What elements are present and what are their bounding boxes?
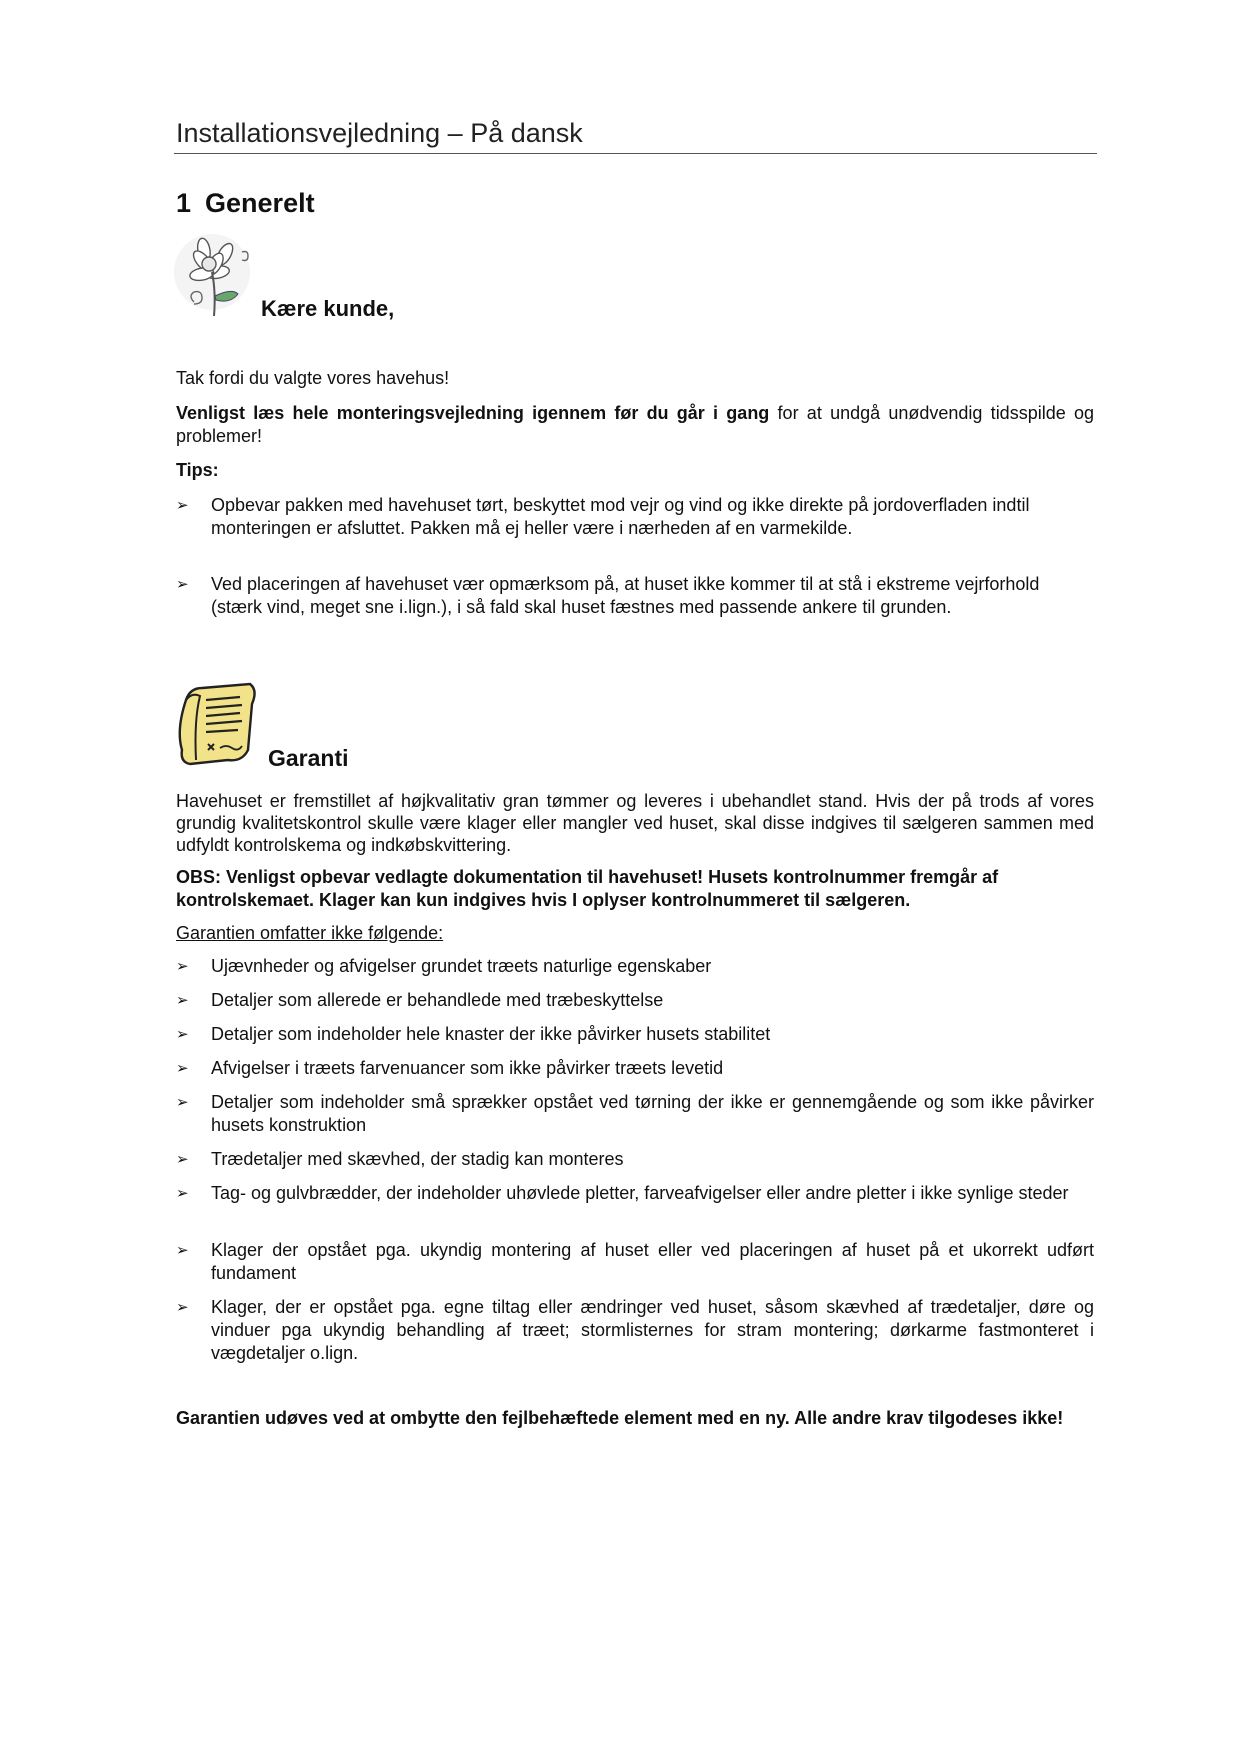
exclusions-heading: Garantien omfatter ikke følgende: (176, 923, 444, 943)
arrow-bullet-icon: ➢ (176, 575, 189, 593)
exclusion-list-item (176, 955, 1094, 978)
arrow-bullet-icon: ➢ (176, 957, 189, 975)
exclusion-list-item (176, 1057, 1094, 1080)
page-header-title: Installationsvejledning – På dansk (176, 118, 583, 148)
section-heading (176, 188, 315, 219)
exclusion-text: Detaljer som indeholder små sprækker opstået ved tørning der ikke er gennemgående og som ikke påvirker husets konstruktion (211, 1092, 1094, 1135)
arrow-bullet-icon: ➢ (176, 1150, 189, 1168)
guarantee-closing: Garantien udøves ved at ombytte den fejlbehæftede element med en ny. Alle andre krav tilgodeses ikke! (176, 1408, 1064, 1428)
daisy-flower-icon (172, 232, 258, 318)
arrow-bullet-icon: ➢ (176, 1093, 189, 1111)
exclusion-list-item (176, 989, 1094, 1012)
arrow-bullet-icon: ➢ (176, 496, 189, 514)
exclusion-list-item (176, 1239, 1094, 1285)
guarantee-title: Garanti (268, 745, 349, 771)
tips-item-text: Opbevar pakken med havehuset tørt, beskyttet mod vejr og vind og ikke direkte på jordoverfladen indtil monteringen er afsluttet. Pakken må ej heller være i nærheden af en varmekilde. (211, 495, 1030, 538)
exclusion-list-item (176, 1148, 1094, 1171)
arrow-bullet-icon: ➢ (176, 1025, 189, 1043)
arrow-bullet-icon: ➢ (176, 1059, 189, 1077)
section-title: Generelt (205, 188, 315, 218)
exclusion-text: Klager, der er opstået pga. egne tiltag eller ændringer ved huset, såsom skævhed af trædetaljer, døre og vinduer pga ukyndig behandling af træet; stormlisternes for stram montering; dørkarme fastmonteret i vægdetaljer o.lign. (211, 1297, 1094, 1363)
tips-list-item (176, 573, 1094, 619)
exclusion-text: Trædetaljer med skævhed, der stadig kan monteres (211, 1149, 624, 1169)
exclusion-text: Ujævnheder og afvigelser grundet træets naturlige egenskaber (211, 956, 712, 976)
guarantee-body: Havehuset er fremstillet af højkvalitativ gran tømmer og leveres i ubehandlet stand. Hvis der på trods af vores grundig kvalitetskontrol skulle være klager eller mangler ved huset, skal disse indgives til sælgeren sammen med udfyldt kontrolskema og indkøbskvittering. (176, 791, 1094, 855)
exclusion-list-item (176, 1023, 1094, 1046)
arrow-bullet-icon: ➢ (176, 1241, 189, 1259)
tips-list-item (176, 494, 1094, 540)
exclusion-text: Afvigelser i træets farvenuancer som ikke påvirker træets levetid (211, 1058, 724, 1078)
arrow-bullet-icon: ➢ (176, 1298, 189, 1316)
exclusion-list-item (176, 1296, 1094, 1365)
guarantee-obs-note: OBS: Venligst opbevar vedlagte dokumentation til havehuset! Husets kontrolnummer fremgår af kontrolskemaet. Klager kan kun indgives hvis I oplyser kontrolnummeret til sælgeren. (176, 867, 999, 910)
header-divider (174, 153, 1097, 154)
intro-rest-text: for at undgå unødvendig tidsspilde og problemer! (176, 403, 1094, 446)
thanks-text: Tak fordi du valgte vores havehus! (176, 368, 450, 388)
intro-paragraph (176, 402, 1094, 448)
arrow-bullet-icon: ➢ (176, 1184, 189, 1202)
exclusion-text: Tag- og gulvbrædder, der indeholder uhøvlede pletter, farveafvigelser eller andre pletter i ikke synlige steder (211, 1183, 1069, 1203)
arrow-bullet-icon: ➢ (176, 991, 189, 1009)
exclusion-list-item (176, 1091, 1094, 1137)
document-scroll-icon (172, 680, 264, 766)
section-number: 1 (176, 188, 192, 218)
intro-bold-text: Venligst læs hele monteringsvejledning igennem før du går i gang (176, 403, 770, 423)
tips-item-text: Ved placeringen af havehuset vær opmærksom på, at huset ikke kommer til at stå i ekstreme vejrforhold (stærk vind, meget sne i.lign.), i så fald skal huset fæstnes med passende ankere til grunden. (211, 574, 1040, 617)
exclusion-text: Detaljer som indeholder hele knaster der ikke påvirker husets stabilitet (211, 1024, 771, 1044)
exclusion-list-item (176, 1182, 1094, 1205)
exclusion-text: Detaljer som allerede er behandlede med træbeskyttelse (211, 990, 664, 1010)
exclusion-text: Klager der opstået pga. ukyndig montering af huset eller ved placeringen af huset på et ukorrekt udført fundament (211, 1240, 1094, 1283)
tips-label: Tips: (176, 460, 219, 480)
greeting-heading: Kære kunde, (261, 296, 395, 321)
